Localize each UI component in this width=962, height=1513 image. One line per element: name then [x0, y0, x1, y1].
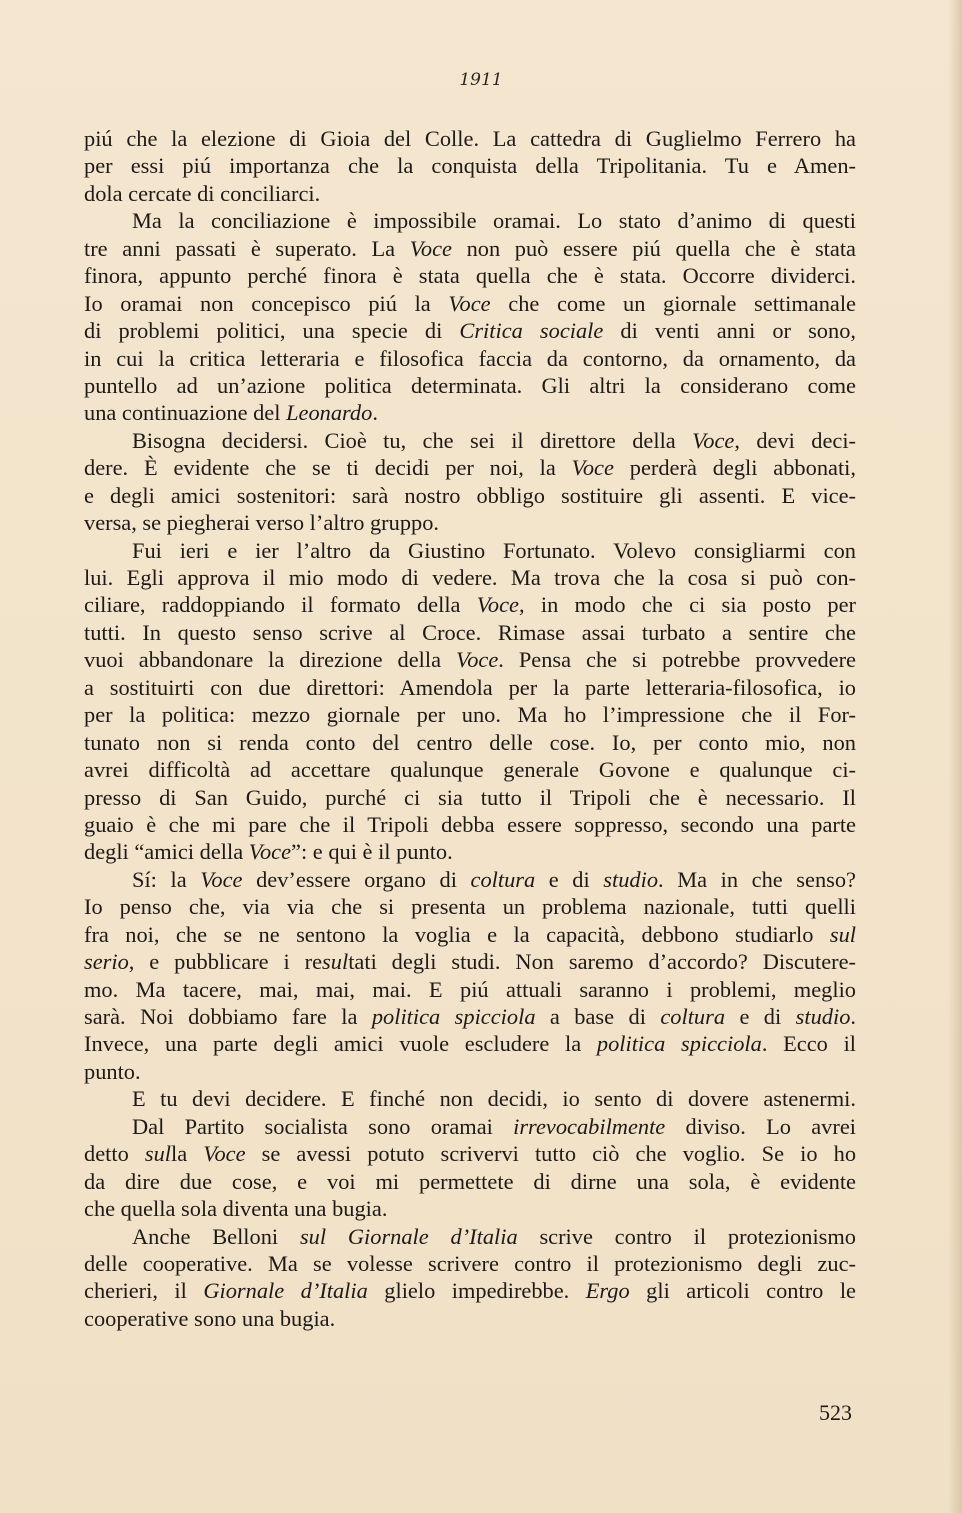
text-line: presso di San Guido, purché ci sia tutto il Tripoli che è necessario. Il [84, 784, 856, 810]
text-line: una continuazione del Leonardo. [84, 400, 378, 426]
text-line: guaio è che mi pare che il Tripoli debba essere soppresso, secondo una parte [84, 811, 856, 837]
text-line: delle cooperative. Ma se volesse scrivere contro il protezionismo degli zuc- [84, 1250, 856, 1276]
text-line: Bisogna decidersi. Cioè tu, che sei il direttore della Voce, devi deci- [132, 427, 856, 453]
text-line: vuoi abbandonare la direzione della Voce. Pensa che si potrebbe provvedere [84, 647, 856, 673]
text-line: Fui ieri e ier l’altro da Giustino Fortunato. Volevo consigliarmi con [132, 537, 856, 563]
text-line: Ma la conciliazione è impossibile oramai. Lo stato d’animo di questi [132, 208, 856, 234]
text-line: e degli amici sostenitori: sarà nostro obbligo sostituire gli assenti. E vice- [84, 482, 856, 508]
text-line: lui. Egli approva il mio modo di vedere. Ma trova che la cosa si può con- [84, 565, 856, 590]
text-line: puntello ad un’azione politica determinata. Gli altri la considerano come [84, 372, 856, 398]
text-line: punto. [84, 1058, 141, 1084]
text-line: Io oramai non concepisco piú la Voce che come un giornale settimanale [84, 290, 856, 316]
text-line: per essi piú importanza che la conquista della Tripolitania. Tu e Amen- [84, 153, 856, 179]
text-line: tutti. In questo senso scrive al Croce. Rimase assai turbato a sentire che [84, 619, 856, 645]
text-line: tre anni passati è superato. La Voce non può essere piú quella che è stata [84, 235, 856, 261]
text-line: tunato non si renda conto del centro delle cose. Io, per conto mio, non [84, 729, 856, 755]
text-line: che quella sola diventa una bugia. [84, 1196, 388, 1222]
text-line: degli “amici della Voce”: e qui è il punto. [84, 839, 453, 865]
text-line: piú che la elezione di Gioia del Colle. La cattedra di Guglielmo Ferrero ha [84, 126, 856, 151]
text-line: Dal Partito socialista sono oramai irrevocabilmente diviso. Lo avrei [132, 1113, 856, 1139]
text-line: di problemi politici, una specie di Critica sociale di venti anni or sono, [84, 318, 856, 344]
text-line: detto sulla Voce se avessi potuto scrivervi tutto ciò che voglio. Se io ho [84, 1141, 857, 1167]
page-number: 523 [819, 1400, 852, 1425]
text-line: cooperative sono una bugia. [84, 1305, 336, 1331]
text-line: in cui la critica letteraria e filosofica faccia da contorno, da ornamento, da [84, 345, 856, 371]
text-line: versa, se piegherai verso l’altro gruppo. [84, 510, 440, 536]
text-line: ciliare, raddoppiando il formato della Voce, in modo che ci sia posto per [84, 592, 856, 618]
text-line: fra noi, che se ne sentono la voglia e la capacità, debbono studiarlo sul [84, 921, 856, 947]
text-line: dola cercate di conciliarci. [84, 180, 321, 206]
text-line: Anche Belloni sul Giornale d’Italia scrive contro il protezionismo [132, 1223, 856, 1249]
text-line: Invece, una parte degli amici vuole escludere la politica spicciola. Ecco il [84, 1031, 857, 1057]
body-text [84, 125, 856, 1332]
page-edge-shadow [948, 0, 962, 1513]
text-line: cherieri, il Giornale d’Italia glielo impedirebbe. Ergo gli articoli contro le [84, 1278, 856, 1304]
text-line: per la politica: mezzo giornale per uno. Ma ho l’impressione che il For- [84, 702, 856, 728]
text-line: a sostituirti con due direttori: Amendola per la parte letteraria-filosofica, io [84, 674, 856, 700]
text-line: sarà. Noi dobbiamo fare la politica spicciola a base di coltura e di studio. [84, 1004, 857, 1029]
running-head: 1911 [459, 70, 503, 90]
text-line: serio, e pubblicare i resultati degli studi. Non saremo d’accordo? Discutere- [84, 949, 856, 975]
text-line: avrei difficoltà ad accettare qualunque generale Govone e qualunque ci- [84, 757, 856, 783]
text-line: da dire due cose, e voi mi permettete di dirne una sola, è evidente [84, 1168, 856, 1194]
text-line: Sí: la Voce dev’essere organo di coltura e di studio. Ma in che senso? [132, 866, 856, 892]
text-line: finora, appunto perché finora è stata quella che è stata. Occorre dividerci. [84, 263, 856, 289]
text-line: mo. Ma tacere, mai, mai, mai. E piú attuali saranno i problemi, meglio [84, 976, 856, 1002]
text-line: Io penso che, via via che si presenta un problema nazionale, tutti quelli [84, 894, 856, 920]
text-line: dere. È evidente che se ti decidi per noi, la Voce perderà degli abbonati, [84, 455, 856, 481]
text-line: E tu devi decidere. E finché non decidi, io sento di dovere astenermi. [132, 1086, 856, 1112]
